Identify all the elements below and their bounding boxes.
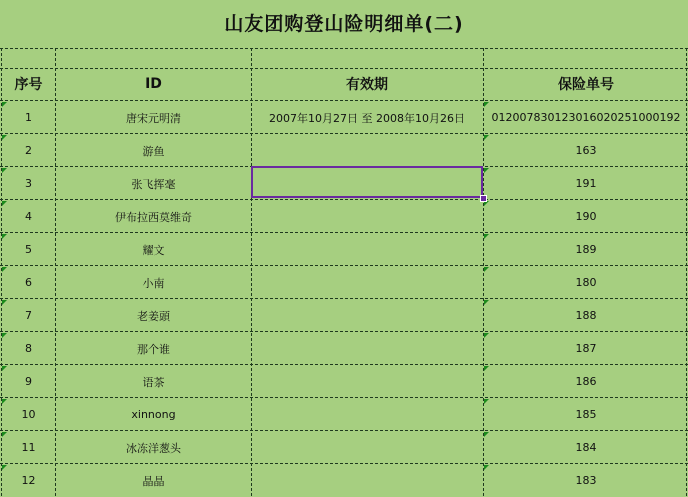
cell-indicator-icon	[2, 333, 7, 338]
cell-policy[interactable]: 185	[575, 408, 597, 421]
table-row	[0, 332, 688, 365]
cell-id[interactable]: 耀文	[142, 243, 165, 257]
cell-id[interactable]: 小南	[142, 276, 165, 290]
table-row	[0, 134, 688, 167]
cell-id[interactable]: xinnong	[131, 408, 176, 421]
cell-period[interactable]	[252, 464, 482, 497]
cell-seq[interactable]: 9	[25, 375, 32, 388]
cell-id[interactable]: 晶晶	[142, 474, 165, 488]
cell-policy[interactable]: 180	[575, 276, 597, 289]
grid-hline	[0, 199, 688, 200]
cell-seq[interactable]: 12	[21, 474, 36, 487]
cell-policy[interactable]: 183	[575, 474, 597, 487]
cell-period[interactable]	[252, 398, 482, 431]
cell-indicator-icon	[484, 465, 489, 470]
grid-hline	[0, 430, 688, 431]
cell-id[interactable]: 伊布拉西莫维奇	[115, 210, 192, 224]
cell-indicator-icon	[2, 201, 7, 206]
cell-indicator-icon	[2, 168, 7, 173]
cell-seq[interactable]: 7	[25, 309, 32, 322]
cell-seq[interactable]: 8	[25, 342, 32, 355]
cell-indicator-icon	[484, 399, 489, 404]
grid-hline	[0, 48, 688, 49]
grid-hline	[0, 232, 688, 233]
header-policy[interactable]: 保险单号	[558, 77, 614, 93]
cell-policy[interactable]: 184	[575, 441, 597, 454]
cell-policy[interactable]: 012007830123016020251000192	[491, 111, 681, 124]
table-row	[0, 101, 688, 134]
table-row	[0, 431, 688, 464]
cell-indicator-icon	[484, 267, 489, 272]
fill-handle[interactable]	[480, 195, 487, 202]
cell-indicator-icon	[484, 432, 489, 437]
cell-id[interactable]: 唐宋元明清	[126, 111, 181, 125]
cell-indicator-icon	[484, 102, 489, 107]
cell-seq[interactable]: 3	[25, 177, 32, 190]
cell-indicator-icon	[484, 333, 489, 338]
cell-period[interactable]	[252, 134, 482, 167]
grid-vline	[251, 48, 252, 496]
cell-indicator-icon	[2, 102, 7, 107]
grid-vline	[686, 48, 687, 496]
grid-hline	[0, 463, 688, 464]
cell-indicator-icon	[2, 432, 7, 437]
cell-indicator-icon	[484, 300, 489, 305]
table-row	[0, 365, 688, 398]
table-row	[0, 266, 688, 299]
cell-policy[interactable]: 190	[575, 210, 597, 223]
cell-indicator-icon	[484, 168, 489, 173]
grid-hline	[0, 397, 688, 398]
cell-policy[interactable]: 187	[575, 342, 597, 355]
cell-policy[interactable]: 186	[575, 375, 597, 388]
table-row	[0, 200, 688, 233]
table-row	[0, 398, 688, 431]
sheet-title: 山友团购登山险明细单(二)	[224, 13, 464, 35]
grid-hline	[0, 331, 688, 332]
cell-indicator-icon	[484, 234, 489, 239]
cell-period[interactable]: 2007年10月27日 至 2008年10月26日	[269, 111, 465, 125]
cell-seq[interactable]: 6	[25, 276, 32, 289]
cell-indicator-icon	[2, 135, 7, 140]
cell-policy[interactable]: 188	[575, 309, 597, 322]
cell-period[interactable]	[252, 266, 482, 299]
cell-indicator-icon	[2, 234, 7, 239]
cell-indicator-icon	[484, 366, 489, 371]
cell-indicator-icon	[2, 399, 7, 404]
header-seq[interactable]: 序号	[14, 77, 43, 93]
cell-seq[interactable]: 1	[25, 111, 32, 124]
cell-id[interactable]: 语茶	[142, 375, 165, 389]
cell-policy[interactable]: 163	[575, 144, 597, 157]
cell-id[interactable]: 张飞挥毫	[131, 177, 176, 191]
cell-indicator-icon	[2, 300, 7, 305]
grid-hline	[0, 133, 688, 134]
cell-indicator-icon	[2, 366, 7, 371]
header-id[interactable]: ID	[145, 76, 162, 92]
grid-hline	[0, 100, 688, 101]
cell-id[interactable]: 游鱼	[142, 144, 165, 158]
cell-period[interactable]	[252, 299, 482, 332]
cell-id[interactable]: 那个谁	[137, 342, 170, 356]
cell-seq[interactable]: 11	[21, 441, 36, 454]
cell-policy[interactable]: 191	[575, 177, 597, 190]
cell-seq[interactable]: 2	[25, 144, 32, 157]
cell-indicator-icon	[484, 135, 489, 140]
cell-period[interactable]	[252, 233, 482, 266]
table-row	[0, 299, 688, 332]
header-row	[0, 68, 688, 100]
cell-period[interactable]	[252, 431, 482, 464]
grid-hline	[0, 68, 688, 69]
table-row	[0, 464, 688, 497]
cell-seq[interactable]: 10	[21, 408, 36, 421]
grid-vline	[1, 48, 2, 496]
grid-hline	[0, 298, 688, 299]
cell-seq[interactable]: 5	[25, 243, 32, 256]
grid-vline	[483, 48, 484, 496]
grid-hline	[0, 364, 688, 365]
cell-id[interactable]: 冰冻洋葱头	[126, 441, 181, 455]
cell-policy[interactable]: 189	[575, 243, 597, 256]
grid-hline	[0, 265, 688, 266]
grid-vline	[55, 48, 56, 496]
table-row	[0, 233, 688, 266]
selected-cell[interactable]	[251, 166, 483, 198]
cell-id[interactable]: 老姜頭	[137, 309, 170, 323]
cell-period[interactable]	[252, 332, 482, 365]
cell-period[interactable]	[252, 200, 482, 233]
header-period[interactable]: 有效期	[346, 77, 388, 93]
cell-indicator-icon	[2, 465, 7, 470]
cell-seq[interactable]: 4	[25, 210, 32, 223]
cell-period[interactable]	[252, 365, 482, 398]
cell-indicator-icon	[2, 267, 7, 272]
